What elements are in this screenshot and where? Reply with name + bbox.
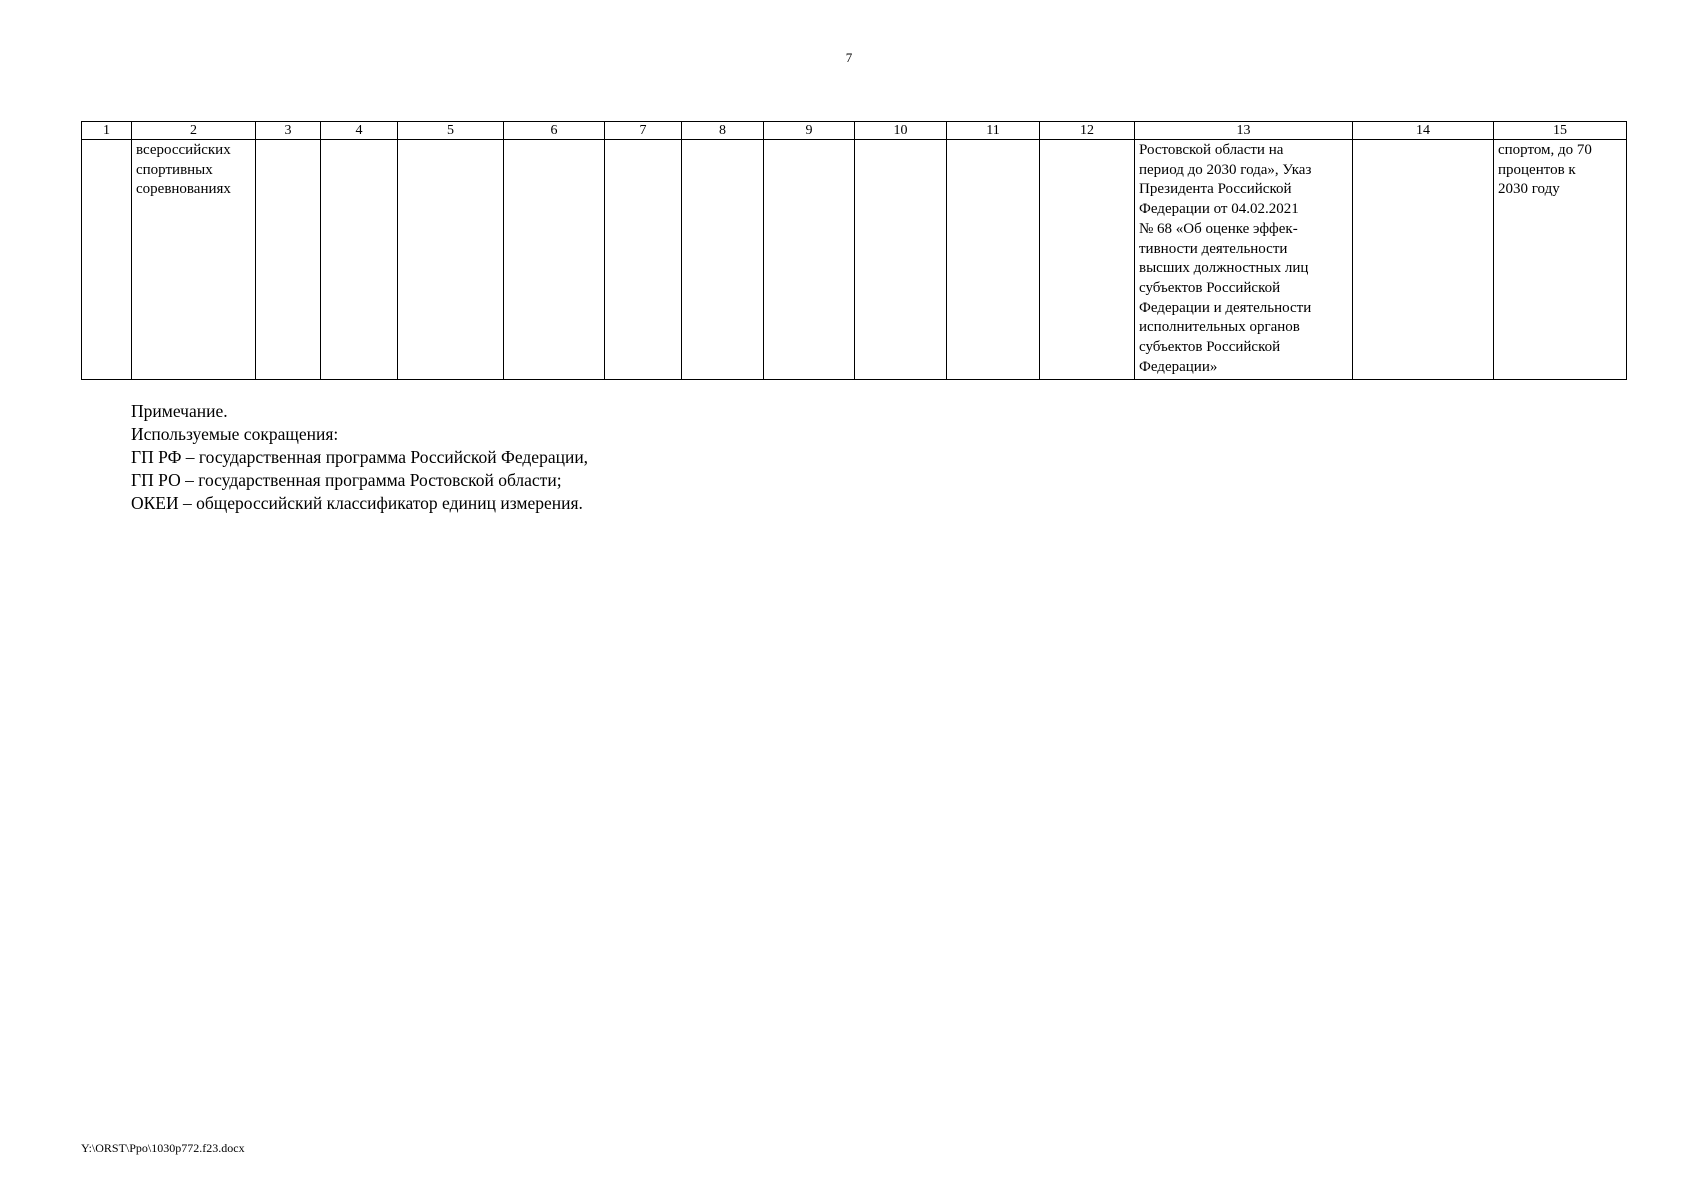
column-numbers-row [82, 122, 1627, 140]
table-cell [82, 140, 132, 380]
page-number: 7 [845, 50, 853, 65]
column-number-header: 15 [1494, 122, 1627, 140]
note-line: Используемые сокращения: [131, 424, 339, 444]
table-cell [321, 140, 398, 380]
column-number-header: 6 [504, 122, 605, 140]
abbreviations-note [131, 400, 588, 515]
column-number-header: 7 [605, 122, 682, 140]
table-cell [1040, 140, 1135, 380]
table-cell [764, 140, 855, 380]
note-line: ОКЕИ – общероссийский классификатор единиц измерения. [131, 493, 583, 513]
table-cell [947, 140, 1040, 380]
table-cell: спортом, до 70 процентов к 2030 году [1494, 140, 1627, 380]
column-number-header: 11 [947, 122, 1040, 140]
table-row [82, 140, 1627, 380]
table-cell [682, 140, 764, 380]
file-path: Y:\ORST\Ppo\1030p772.f23.docx [81, 1141, 245, 1155]
note-line: ГП РФ – государственная программа Российской Федерации, [131, 447, 589, 467]
table-cell [504, 140, 605, 380]
note-line: ГП РО – государственная программа Ростовской области; [131, 470, 562, 490]
indicators-table [81, 121, 1627, 380]
table-cell [855, 140, 947, 380]
column-number-header: 9 [764, 122, 855, 140]
table-cell [605, 140, 682, 380]
table-cell [1353, 140, 1494, 380]
column-number-header: 1 [82, 122, 132, 140]
column-number-header: 2 [132, 122, 256, 140]
column-number-header: 5 [398, 122, 504, 140]
column-number-header: 3 [256, 122, 321, 140]
column-number-header: 10 [855, 122, 947, 140]
note-title: Примечание. [131, 401, 228, 421]
table-cell: Ростовской области на период до 2030 года», Указ Президента Российской Федерации от 04.02.2021 № 68 «Об оценке эффек- тивности деятельности высших должностных лиц субъектов Российской Федерации и деятельности исполнительных органов субъектов Российской Федерации» [1135, 140, 1353, 380]
column-number-header: 13 [1135, 122, 1353, 140]
column-number-header: 14 [1353, 122, 1494, 140]
table-cell [398, 140, 504, 380]
column-number-header: 12 [1040, 122, 1135, 140]
table-cell: всероссийских спортивных соревнованиях [132, 140, 256, 380]
column-number-header: 8 [682, 122, 764, 140]
column-number-header: 4 [321, 122, 398, 140]
table-cell [256, 140, 321, 380]
